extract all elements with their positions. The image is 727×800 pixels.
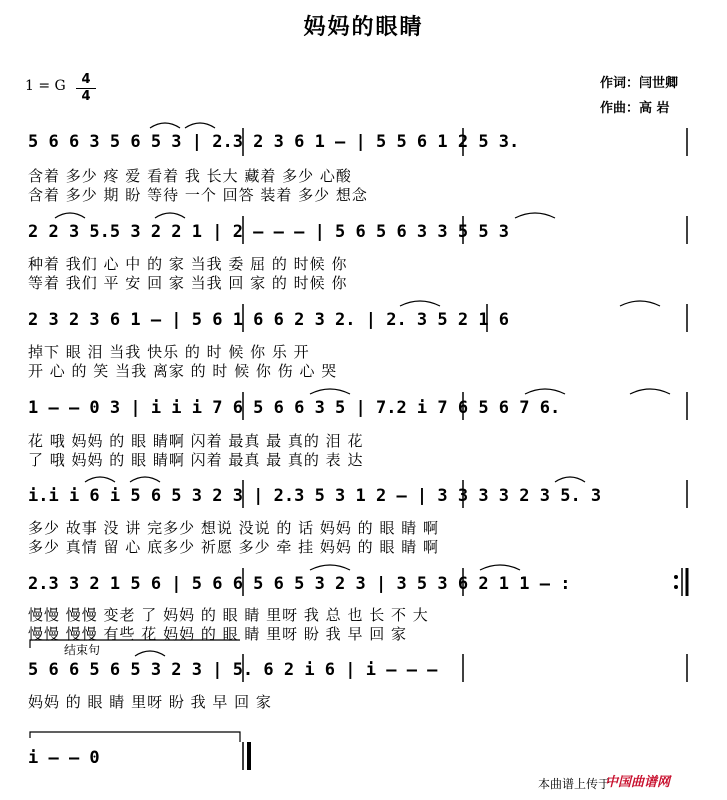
notation-line-3: 2 3 2 3 6 1 – | 5 6 1 6 6 2 3 2. | 2. 3 5 2 1 6 [28, 310, 510, 330]
notation-line-2: 2 2 3 5.5 3 2 2 1 | 2 – – – | 5 6 5 6 3 3 5 5 3 [28, 222, 510, 242]
slur-mark [620, 301, 660, 306]
slur-mark [310, 389, 350, 394]
lyric-line-4-verse-2: 了 哦 妈妈 的 眼 睛啊 闪着 最真 最 真的 表 达 [28, 451, 364, 469]
slur-mark [55, 213, 85, 218]
ending-bracket [30, 732, 240, 742]
site-logo[interactable]: 中国曲谱网 [605, 775, 671, 790]
slur-mark [525, 389, 565, 394]
lyric-line-1-verse-2: 含着 多少 期 盼 等待 一个 回答 装着 多少 想念 [28, 186, 368, 204]
slur-mark [150, 123, 180, 128]
notation-line-7: 5 6 6 5 6 5 3 2 3 | 5. 6 2 i 6 | i – – – [28, 660, 438, 680]
lyric-line-6-verse-1: 慢慢 慢慢 变老 了 妈妈 的 眼 睛 里呀 我 总 也 长 不 大 [28, 606, 429, 624]
notation-line-8: i – – 0 [28, 748, 100, 768]
lyric-line-5-verse-1: 多少 故事 没 讲 完多少 想说 没说 的 话 妈妈 的 眼 睛 啊 [28, 519, 439, 537]
ending-bracket [30, 640, 240, 648]
lyric-line-2-verse-2: 等着 我们 平 安 回 家 当我 回 家 的 时候 你 [28, 274, 348, 292]
slur-mark [155, 213, 185, 218]
slur-mark [400, 301, 440, 306]
notation-line-6: 2.3 3 2 1 5 6 | 5 6 6 5 6 5 3 2 3 | 3 5 3 6 2 1 1 – : [28, 574, 571, 594]
lyric-line-3-verse-2: 开 心 的 笑 当我 离家 的 时 候 你 伤 心 哭 [28, 362, 338, 380]
repeat-dot [674, 585, 678, 589]
lyric-line-7-verse-1: 妈妈 的 眼 睛 里呀 盼 我 早 回 家 [28, 693, 272, 711]
time-signature-bottom: 4 [76, 88, 96, 105]
slur-mark [135, 651, 165, 656]
slur-mark [130, 477, 160, 482]
slur-mark [630, 389, 670, 394]
time-signature-top: 4 [81, 72, 91, 87]
lyric-line-3-verse-1: 掉下 眼 泪 当我 快乐 的 时 候 你 乐 开 [28, 343, 310, 361]
lyric-line-2-verse-1: 种着 我们 心 中 的 家 当我 委 屈 的 时候 你 [28, 255, 348, 273]
lyric-line-4-verse-1: 花 哦 妈妈 的 眼 睛啊 闪着 最真 最 真的 泪 花 [28, 432, 364, 450]
ending-label: 结束句 [64, 643, 101, 657]
slur-mark [310, 565, 350, 570]
page-title: 妈妈的眼睛 [303, 15, 424, 40]
repeat-dot [674, 575, 678, 579]
slur-mark [515, 213, 555, 218]
notation-line-5: i.i i 6 i 5 6 5 3 2 3 | 2.3 5 3 1 2 – | 3 3 3 3 2 3 5. 3 [28, 486, 602, 506]
notation-line-4: 1 – – 0 3 | i i i 7 6 5 6 6 3 5 | 7.2 i 7 6 5 6 7 6. [28, 398, 561, 418]
slur-mark [555, 477, 585, 482]
lyric-line-6-verse-2: 慢慢 慢慢 有些 花 妈妈 的 眼 睛 里呀 盼 我 早 回 家 [28, 625, 407, 643]
composer-credit: 作曲：高 岩 [600, 101, 670, 116]
slur-mark [480, 565, 520, 570]
lyricist-credit: 作词：闫世卿 [600, 76, 679, 91]
lyric-line-1-verse-1: 含着 多少 疼 爱 看着 我 长大 藏着 多少 心酸 [28, 167, 352, 185]
notation-line-1: 5 6 6 3 5 6 5 3 | 2.3 2 3 6 1 – | 5 5 6 1 2 5 3. [28, 132, 520, 152]
slur-mark [85, 477, 115, 482]
slur-mark [185, 123, 215, 128]
lyric-line-5-verse-2: 多少 真情 留 心 底多少 祈愿 多少 牵 挂 妈妈 的 眼 睛 啊 [28, 538, 439, 556]
key-signature: 1 = G [25, 78, 66, 94]
footer-text: 本曲谱上传于 [538, 777, 611, 791]
